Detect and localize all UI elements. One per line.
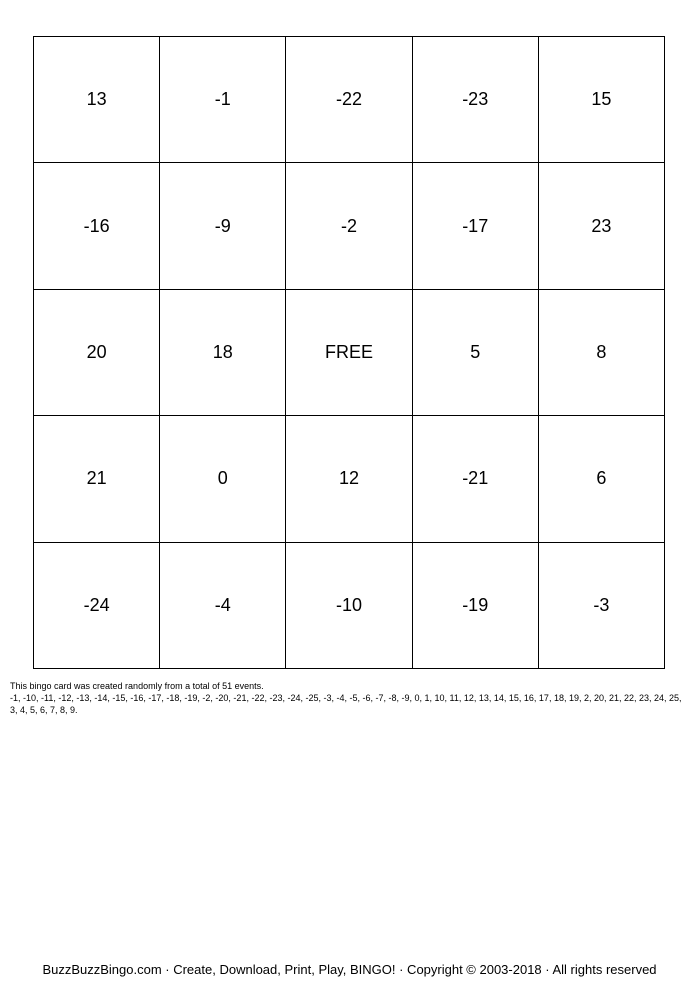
bingo-cell: -3 — [539, 543, 665, 669]
bingo-cell: -1 — [160, 37, 286, 163]
bingo-card — [33, 36, 665, 669]
bingo-cell: -24 — [34, 543, 160, 669]
bingo-cell: -16 — [34, 163, 160, 289]
card-info — [10, 680, 690, 716]
bingo-cell: 12 — [286, 416, 412, 542]
bingo-cell: -19 — [413, 543, 539, 669]
bingo-cell: 18 — [160, 290, 286, 416]
bingo-cell: 5 — [413, 290, 539, 416]
bingo-cell: -9 — [160, 163, 286, 289]
bingo-cell: -21 — [413, 416, 539, 542]
bingo-cell: -4 — [160, 543, 286, 669]
bingo-cell: 0 — [160, 416, 286, 542]
bingo-cell: -23 — [413, 37, 539, 163]
bingo-cell: -2 — [286, 163, 412, 289]
bingo-cell: 8 — [539, 290, 665, 416]
bingo-cell: 23 — [539, 163, 665, 289]
bingo-cell: 6 — [539, 416, 665, 542]
event-list: -1, -10, -11, -12, -13, -14, -15, -16, -17, -18, -19, -2, -20, -21, -22, -23, -24, -25, -3, -4, -5, -6, -7, -8, -9, 0, 1, 10, 11, 12, 13, 14, 15, 16, 17, 18, 19, 2, 20, 21, 22, 23, 24, 25, 3, 4, 5, 6, 7, 8, 9. — [10, 693, 682, 715]
bingo-cell-free: FREE — [286, 290, 412, 416]
created-note: This bingo card was created randomly from a total of 51 events. — [10, 681, 264, 691]
bingo-cell: -22 — [286, 37, 412, 163]
footer-text: BuzzBuzzBingo.com · Create, Download, Print, Play, BINGO! · Copyright © 2003-2018 · All rights reserved — [42, 962, 657, 977]
bingo-cell: 13 — [34, 37, 160, 163]
bingo-cell: -10 — [286, 543, 412, 669]
bingo-cell: 20 — [34, 290, 160, 416]
bingo-cell: -17 — [413, 163, 539, 289]
bingo-cell: 15 — [539, 37, 665, 163]
bingo-cell: 21 — [34, 416, 160, 542]
